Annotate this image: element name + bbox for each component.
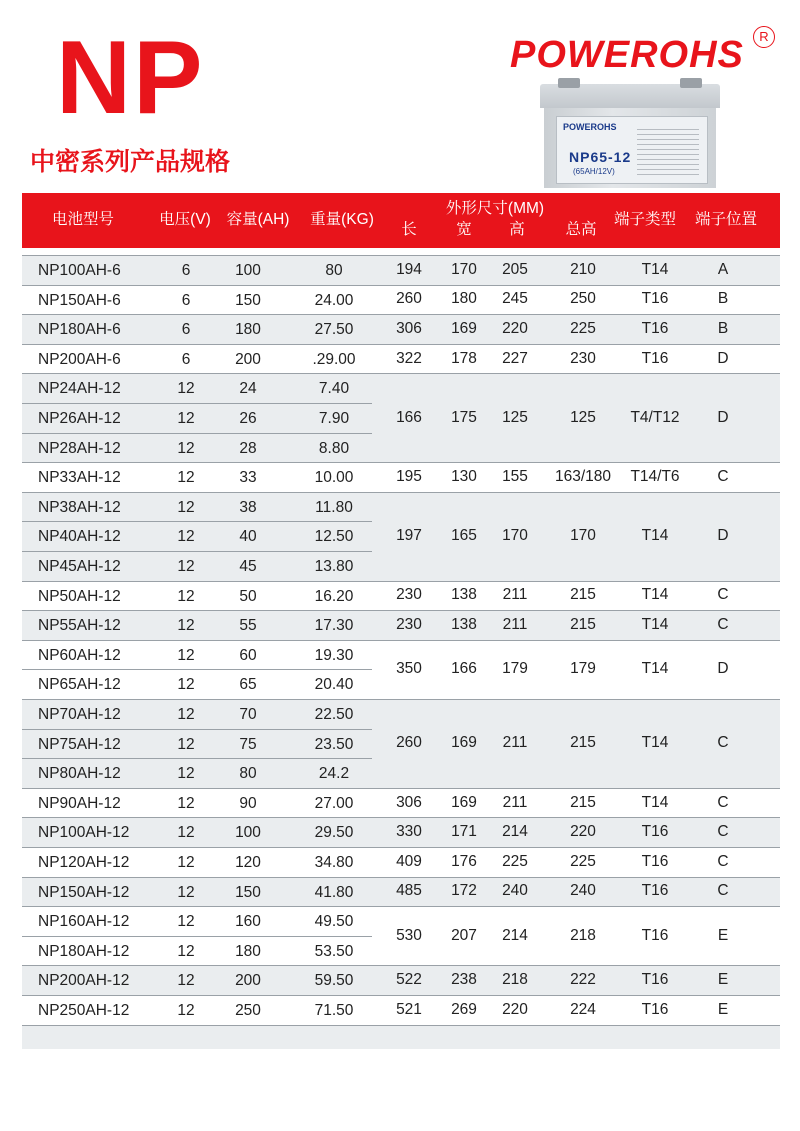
table-header [22, 193, 780, 248]
cell-total-height: 125 [570, 408, 596, 426]
cell-voltage: 12 [177, 824, 195, 842]
cell-model: NP150AH-6 [38, 291, 121, 309]
cell-height: 125 [502, 408, 528, 426]
cell-height: 225 [502, 852, 528, 870]
cell-weight: 7.90 [318, 410, 350, 427]
cell-capacity: 180 [235, 321, 261, 339]
cell-voltage: 12 [177, 1002, 195, 1019]
cell-terminal-position: E [717, 1000, 729, 1018]
cell-model: NP160AH-12 [38, 913, 130, 931]
cell-capacity: 250 [235, 1002, 261, 1019]
header-height: 高 [509, 221, 525, 238]
row-divider [22, 847, 780, 848]
cell-terminal-position: D [717, 349, 729, 367]
header-dimensions: 外形尺寸(MM) [445, 200, 545, 217]
cell-capacity: 160 [235, 913, 261, 931]
cell-total-height: 222 [570, 971, 596, 989]
cell-capacity: 80 [239, 765, 257, 783]
cell-voltage: 6 [181, 350, 191, 368]
cell-height: 211 [502, 616, 528, 633]
cell-voltage: 12 [177, 913, 195, 931]
cell-height: 155 [502, 468, 528, 485]
cell-weight: 22.50 [314, 706, 354, 723]
cell-capacity: 24 [239, 380, 257, 398]
cell-capacity: 75 [239, 735, 257, 753]
cell-capacity: 38 [239, 498, 257, 516]
poweroh-logo: POWEROHS [510, 34, 744, 76]
cell-total-height: 163/180 [554, 468, 612, 485]
cell-width: 169 [451, 320, 477, 337]
cell-voltage: 6 [181, 291, 191, 309]
header-length: 长 [401, 221, 417, 238]
cell-weight: 10.00 [314, 469, 354, 487]
row-divider [22, 314, 780, 315]
cell-weight: 12.50 [314, 528, 354, 546]
cell-model: NP80AH-12 [38, 765, 121, 783]
cell-width: 180 [451, 290, 477, 308]
row-divider [22, 285, 780, 286]
row-divider [22, 877, 780, 878]
cell-weight: 19.30 [314, 646, 354, 664]
battery-terminal-icon [558, 78, 580, 88]
cell-width: 238 [451, 971, 477, 989]
cell-length: 230 [396, 616, 422, 633]
cell-width: 138 [451, 586, 477, 604]
cell-voltage: 12 [177, 676, 195, 694]
cell-length: 306 [396, 320, 422, 337]
cell-voltage: 12 [177, 646, 195, 664]
battery-label [556, 116, 708, 184]
cell-total-height: 215 [570, 734, 596, 752]
cell-total-height: 179 [570, 660, 596, 678]
cell-height: 211 [502, 586, 528, 604]
cell-capacity: 150 [235, 883, 261, 901]
cell-model: NP200AH-12 [38, 972, 130, 990]
cell-weight: 24.00 [314, 291, 354, 309]
cell-capacity: 33 [239, 469, 257, 487]
cell-total-height: 215 [570, 793, 596, 811]
cell-model: NP75AH-12 [38, 735, 121, 753]
cell-terminal-position: C [717, 823, 729, 841]
cell-height: 214 [502, 823, 528, 841]
cell-height: 245 [502, 290, 528, 308]
registered-mark-icon: R [753, 26, 775, 48]
cell-terminal-position: A [717, 260, 729, 278]
cell-terminal-type: T16 [641, 320, 669, 337]
cell-height: 220 [502, 320, 528, 337]
cell-terminal-type: T16 [641, 349, 669, 367]
cell-model: NP90AH-12 [38, 794, 121, 812]
row-divider [22, 373, 780, 374]
cell-voltage: 12 [177, 883, 195, 901]
cell-length: 306 [396, 793, 422, 811]
cell-capacity: 100 [235, 262, 261, 279]
cell-height: 170 [502, 527, 528, 545]
cell-model: NP65AH-12 [38, 676, 121, 694]
cell-height: 214 [502, 926, 528, 944]
cell-weight: 29.50 [314, 824, 354, 842]
cell-voltage: 6 [181, 321, 191, 339]
cell-terminal-position: C [717, 882, 729, 900]
cell-terminal-type: T16 [641, 852, 669, 870]
cell-weight: 71.50 [314, 1002, 354, 1019]
cell-terminal-type: T14 [641, 793, 669, 811]
cell-model: NP100AH-6 [38, 262, 121, 279]
cell-total-height: 225 [570, 852, 596, 870]
battery-product-image [540, 84, 720, 188]
row-divider [22, 788, 780, 789]
cell-length: 260 [396, 734, 422, 752]
cell-terminal-position: C [717, 852, 729, 870]
battery-terminal-icon [680, 78, 702, 88]
cell-weight: 27.00 [314, 794, 354, 812]
cell-capacity: 65 [239, 676, 257, 694]
cell-weight: 23.50 [314, 735, 354, 753]
header-terminal-position: 端子位置 [694, 211, 758, 228]
cell-total-height: 225 [570, 320, 596, 337]
cell-weight: 53.50 [314, 942, 354, 960]
cell-model: NP40AH-12 [38, 528, 121, 546]
cell-weight: 11.80 [315, 498, 353, 516]
cell-capacity: 28 [239, 439, 257, 457]
cell-model: NP45AH-12 [38, 558, 121, 575]
cell-length: 409 [396, 852, 422, 870]
cell-capacity: 26 [239, 410, 257, 427]
cell-weight: 59.50 [314, 972, 354, 990]
row-divider [22, 729, 372, 730]
cell-total-height: 220 [570, 823, 596, 841]
header-total-height: 总高 [565, 221, 597, 238]
cell-model: NP250AH-12 [38, 1002, 130, 1019]
row-divider [22, 699, 780, 700]
row-divider [22, 403, 372, 404]
cell-length: 166 [396, 408, 422, 426]
cell-height: 218 [502, 971, 528, 989]
cell-weight: 17.30 [314, 617, 354, 635]
header-voltage: 电压(V) [159, 211, 211, 228]
cell-terminal-type: T16 [641, 823, 669, 841]
cell-model: NP24AH-12 [38, 380, 121, 398]
cell-weight: 20.40 [314, 676, 354, 694]
row-divider [22, 936, 372, 937]
cell-length: 521 [396, 1000, 422, 1018]
cell-height: 205 [502, 260, 528, 278]
cell-model: NP100AH-12 [38, 824, 130, 842]
cell-width: 165 [451, 527, 477, 545]
cell-terminal-type: T14 [641, 734, 669, 752]
cell-capacity: 55 [239, 617, 257, 635]
cell-voltage: 12 [177, 558, 195, 575]
cell-height: 211 [502, 793, 528, 811]
cell-model: NP180AH-12 [38, 942, 130, 960]
row-divider [22, 817, 780, 818]
cell-terminal-position: D [717, 527, 729, 545]
cell-capacity: 100 [235, 824, 261, 842]
cell-width: 172 [451, 882, 477, 900]
cell-terminal-type: T14 [641, 260, 669, 278]
cell-voltage: 12 [177, 942, 195, 960]
cell-capacity: 60 [239, 646, 257, 664]
cell-length: 195 [396, 468, 422, 485]
series-title: 中密系列产品规格 [30, 147, 231, 176]
cell-terminal-position: B [717, 290, 729, 308]
cell-width: 170 [451, 260, 477, 278]
cell-terminal-type: T14 [641, 616, 669, 633]
cell-terminal-position: E [717, 971, 729, 989]
cell-capacity: 200 [235, 972, 261, 990]
cell-length: 485 [396, 882, 422, 900]
row-divider [22, 640, 780, 641]
cell-total-height: 215 [570, 616, 596, 633]
row-divider [22, 669, 372, 670]
row-divider [22, 965, 780, 966]
cell-total-height: 215 [570, 586, 596, 604]
cell-weight: 24.2 [318, 765, 350, 783]
cell-voltage: 12 [177, 528, 195, 546]
cell-capacity: 200 [235, 350, 261, 368]
cell-model: NP70AH-12 [38, 706, 121, 723]
cell-weight: 49.50 [314, 913, 354, 931]
cell-voltage: 12 [177, 410, 195, 427]
cell-weight: 34.80 [314, 854, 354, 871]
row-divider [22, 1025, 780, 1026]
cell-capacity: 180 [235, 942, 261, 960]
row-divider [22, 551, 372, 552]
row-divider [22, 995, 780, 996]
cell-total-height: 170 [570, 527, 596, 545]
row-divider [22, 581, 780, 582]
cell-weight: .29.00 [312, 350, 356, 368]
cell-capacity: 40 [239, 528, 257, 546]
cell-height: 179 [502, 660, 528, 678]
cell-terminal-position: C [717, 468, 729, 485]
cell-weight: 8.80 [318, 439, 350, 457]
cell-length: 330 [396, 823, 422, 841]
cell-capacity: 90 [239, 794, 257, 812]
header-model: 电池型号 [51, 211, 115, 228]
cell-terminal-type: T14 [641, 660, 669, 678]
cell-total-height: 224 [570, 1000, 596, 1018]
cell-terminal-type: T14 [641, 586, 669, 604]
cell-width: 178 [451, 349, 477, 367]
cell-voltage: 12 [177, 735, 195, 753]
cell-width: 169 [451, 793, 477, 811]
cell-weight: 41.80 [314, 883, 354, 901]
cell-voltage: 12 [177, 617, 195, 635]
cell-width: 175 [451, 408, 477, 426]
cell-total-height: 230 [570, 349, 596, 367]
cell-length: 522 [396, 971, 422, 989]
battery-brand-text: POWEROHS [563, 122, 617, 132]
cell-voltage: 12 [177, 439, 195, 457]
cell-voltage: 12 [177, 706, 195, 723]
cell-total-height: 210 [570, 260, 596, 278]
row-divider [22, 758, 372, 759]
cell-voltage: 12 [177, 794, 195, 812]
cell-terminal-type: T14 [641, 527, 669, 545]
cell-width: 138 [451, 616, 477, 633]
cell-voltage: 12 [177, 854, 195, 871]
cell-terminal-type: T16 [641, 290, 669, 308]
battery-body [544, 108, 716, 188]
cell-weight: 16.20 [314, 587, 354, 605]
cell-model: NP150AH-12 [38, 883, 130, 901]
cell-length: 530 [396, 926, 422, 944]
table-footer-band [22, 1025, 780, 1049]
cell-capacity: 150 [235, 291, 261, 309]
cell-height: 240 [502, 882, 528, 900]
cell-length: 350 [396, 660, 422, 678]
cell-voltage: 12 [177, 498, 195, 516]
cell-width: 169 [451, 734, 477, 752]
cell-terminal-type: T14/T6 [630, 468, 680, 485]
cell-width: 171 [451, 823, 477, 841]
cell-length: 230 [396, 586, 422, 604]
cell-width: 176 [451, 852, 477, 870]
cell-voltage: 12 [177, 469, 195, 487]
cell-capacity: 70 [239, 706, 257, 723]
row-divider [22, 492, 780, 493]
cell-width: 166 [451, 660, 477, 678]
row-divider [22, 462, 780, 463]
row-divider [22, 610, 780, 611]
cell-model: NP60AH-12 [38, 646, 121, 664]
cell-total-height: 218 [570, 926, 596, 944]
cell-model: NP28AH-12 [38, 439, 121, 457]
brand-np-title: NP [56, 20, 205, 136]
cell-terminal-position: D [717, 408, 729, 426]
cell-height: 211 [502, 734, 528, 752]
cell-weight: 27.50 [314, 321, 354, 339]
row-divider [22, 521, 372, 522]
cell-length: 194 [396, 260, 422, 278]
cell-model: NP33AH-12 [38, 469, 121, 487]
cell-voltage: 12 [177, 380, 195, 398]
cell-voltage: 12 [177, 972, 195, 990]
cell-capacity: 120 [235, 854, 261, 871]
header-terminal-type: 端子类型 [613, 211, 677, 228]
cell-voltage: 12 [177, 587, 195, 605]
cell-model: NP50AH-12 [38, 587, 121, 605]
cell-length: 260 [396, 290, 422, 308]
cell-terminal-position: D [717, 660, 729, 678]
header-width: 宽 [456, 221, 472, 238]
cell-terminal-position: B [717, 320, 729, 337]
cell-model: NP26AH-12 [38, 410, 121, 427]
battery-label-lines [637, 125, 699, 175]
cell-height: 220 [502, 1000, 528, 1018]
row-divider [22, 344, 780, 345]
battery-model-text: NP65-12 [569, 149, 632, 165]
cell-terminal-type: T16 [641, 926, 669, 944]
header-capacity: 容量(AH) [226, 211, 290, 228]
cell-model: NP180AH-6 [38, 321, 121, 339]
cell-weight: 13.80 [314, 558, 354, 575]
cell-terminal-position: C [717, 586, 729, 604]
header-weight: 重量(KG) [310, 211, 374, 228]
cell-weight: 7.40 [318, 380, 350, 398]
cell-model: NP200AH-6 [38, 350, 121, 368]
cell-model: NP120AH-12 [38, 854, 130, 871]
cell-length: 322 [396, 349, 422, 367]
cell-voltage: 6 [181, 262, 191, 279]
cell-total-height: 240 [570, 882, 596, 900]
cell-height: 227 [502, 349, 528, 367]
cell-terminal-type: T16 [641, 971, 669, 989]
cell-width: 130 [451, 468, 477, 485]
cell-capacity: 45 [239, 558, 257, 575]
cell-total-height: 250 [570, 290, 596, 308]
cell-voltage: 12 [177, 765, 195, 783]
row-divider [22, 433, 372, 434]
cell-width: 269 [451, 1000, 477, 1018]
cell-capacity: 50 [239, 587, 257, 605]
spec-table-body [22, 255, 780, 1050]
cell-terminal-type: T4/T12 [630, 408, 680, 426]
row-divider [22, 906, 780, 907]
row-divider [22, 255, 780, 256]
cell-model: NP55AH-12 [38, 617, 121, 635]
cell-terminal-position: C [717, 616, 729, 633]
cell-terminal-position: C [717, 734, 729, 752]
cell-weight: 80 [325, 262, 343, 279]
battery-capacity-text: (65AH/12V) [573, 167, 615, 176]
cell-model: NP38AH-12 [38, 498, 121, 516]
cell-terminal-position: C [717, 793, 729, 811]
cell-width: 207 [451, 926, 477, 944]
cell-terminal-type: T16 [641, 882, 669, 900]
cell-length: 197 [396, 527, 422, 545]
cell-terminal-position: E [717, 926, 729, 944]
cell-terminal-type: T16 [641, 1000, 669, 1018]
